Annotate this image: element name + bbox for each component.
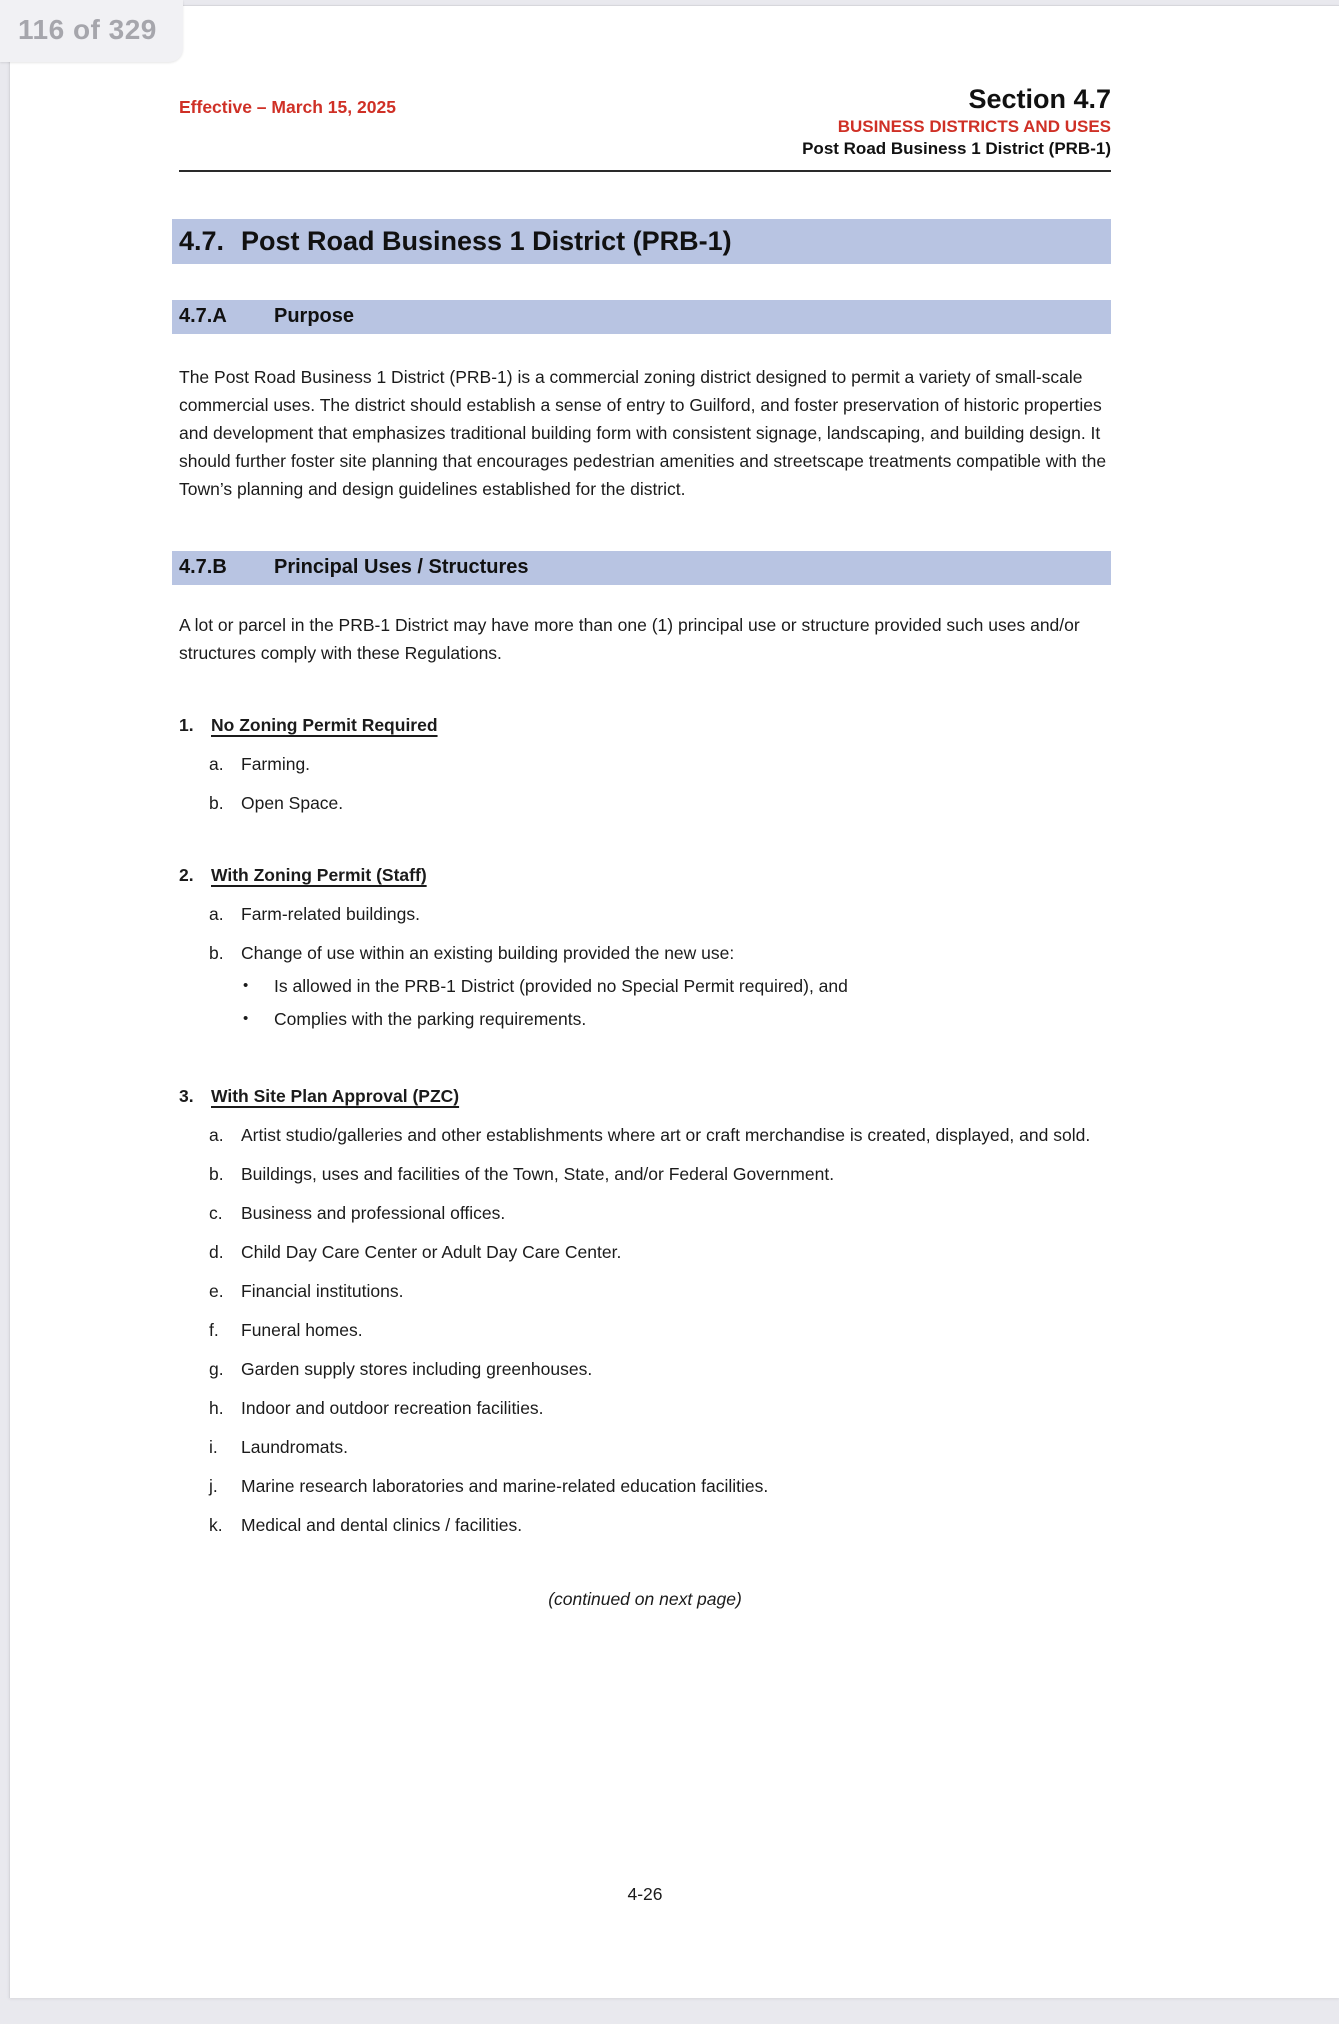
bullet-icon: • xyxy=(243,977,249,994)
item-text: Open Space. xyxy=(241,793,344,813)
item-text: Child Day Care Center or Adult Day Care Center. xyxy=(241,1242,622,1262)
item-text-line: Change of use within an existing building provided the new use: xyxy=(241,943,735,963)
continued-note: (continued on next page) xyxy=(548,1589,742,1609)
item-text: Business and professional offices. xyxy=(241,1203,506,1223)
item-letter: a. xyxy=(209,1125,224,1145)
item-text: Indoor and outdoor recreation facilities. xyxy=(241,1398,544,1418)
effective-date: Effective – March 15, 2025 xyxy=(179,97,396,117)
bullet-text: Is allowed in the PRB-1 District (provided no Special Permit required), and xyxy=(274,976,848,996)
list-item xyxy=(209,789,1111,817)
purpose-heading-number: 4.7.A xyxy=(179,305,227,327)
list-item xyxy=(209,1394,1111,1422)
list-item xyxy=(209,1199,1111,1227)
bullet-item xyxy=(243,972,1111,1000)
list-item xyxy=(209,1433,1111,1461)
list-item xyxy=(209,1238,1111,1266)
item-letter: b. xyxy=(209,793,224,813)
group-title: No Zoning Permit Required xyxy=(211,715,438,735)
use-group-3 xyxy=(179,1082,1111,1539)
section-number: Section 4.7 xyxy=(968,84,1111,114)
item-letter: j. xyxy=(209,1476,218,1496)
item-letter: a. xyxy=(209,904,224,924)
list-item xyxy=(209,1277,1111,1305)
section-title-text: Post Road Business 1 District (PRB-1) xyxy=(241,226,732,256)
item-text: Garden supply stores including greenhouses. xyxy=(241,1359,593,1379)
group-title: With Zoning Permit (Staff) xyxy=(211,865,427,885)
principal-intro-paragraph: A lot or parcel in the PRB-1 District may have more than one (1) principal use or structure provided such uses and/or structures comply with these Regulations. xyxy=(179,615,1080,663)
item-letter: a. xyxy=(209,754,224,774)
item-text: Funeral homes. xyxy=(241,1320,363,1340)
principal-heading-label: Principal Uses / Structures xyxy=(274,556,529,578)
chapter-title: BUSINESS DISTRICTS AND USES xyxy=(837,117,1111,136)
group-number: 1. xyxy=(179,715,194,735)
principal-heading-bar xyxy=(172,551,1111,585)
bullet-icon: • xyxy=(243,1010,249,1027)
page-number: 4-26 xyxy=(627,1884,663,1904)
item-text: Marine research laboratories and marine-related education facilities. xyxy=(241,1476,769,1496)
list-item xyxy=(209,1472,1111,1500)
group-heading xyxy=(179,711,1111,739)
purpose-heading-bar xyxy=(172,300,1111,334)
item-text: Medical and dental clinics / facilities. xyxy=(241,1515,523,1535)
item-letter: e. xyxy=(209,1281,224,1301)
list-item xyxy=(209,1316,1111,1344)
item-letter: h. xyxy=(209,1398,224,1418)
list-item xyxy=(209,1121,1111,1149)
item-text: Artist studio/galleries and other establishments where art or craft merchandise is created, displayed, and sold. xyxy=(241,1125,1091,1145)
group-number: 2. xyxy=(179,865,194,885)
bullet-item xyxy=(243,1005,1111,1033)
header-right-block xyxy=(802,84,1111,160)
group-title: With Site Plan Approval (PZC) xyxy=(211,1086,460,1106)
item-text: Financial institutions. xyxy=(241,1281,404,1301)
list-item xyxy=(209,900,1111,928)
district-title: Post Road Business 1 District (PRB-1) xyxy=(802,139,1111,158)
group-heading xyxy=(179,1082,1111,1110)
item-text: Laundromats. xyxy=(241,1437,349,1457)
item-text: Buildings, uses and facilities of the Town, State, and/or Federal Government. xyxy=(241,1164,835,1184)
item-letter: g. xyxy=(209,1359,224,1379)
item-letter: b. xyxy=(209,1164,224,1184)
list-item xyxy=(209,1511,1111,1539)
group-number: 3. xyxy=(179,1086,194,1106)
purpose-paragraph: The Post Road Business 1 District (PRB-1) is a commercial zoning district designed to permit a variety of small-scale commercial uses. The district should establish a sense of entry to Guilford, and foster preservation of historic properties and development that emphasizes traditional building form with consistent signage, landscaping, and building design. It should further foster site planning that encourages pedestrian amenities and streetscape treatments compatible with the Town’s planning and design guidelines established for the district. xyxy=(179,367,1107,499)
list-item xyxy=(209,1160,1111,1188)
running-header xyxy=(179,6,1111,172)
item-letter: c. xyxy=(209,1203,223,1223)
item-text: Farm-related buildings. xyxy=(241,904,420,924)
item-bullets xyxy=(243,972,1111,1033)
page-content xyxy=(179,6,1111,1998)
list-item xyxy=(209,939,1111,1038)
use-group-1 xyxy=(179,711,1111,817)
item-text: Farming. xyxy=(241,754,311,774)
group-heading xyxy=(179,861,1111,889)
viewer-page-indicator: 116 of 329 xyxy=(0,0,183,62)
item-letter: f. xyxy=(209,1320,219,1340)
bullet-text: Complies with the parking requirements. xyxy=(274,1009,587,1029)
list-item xyxy=(209,1355,1111,1383)
item-letter: b. xyxy=(209,943,224,963)
list-item xyxy=(209,750,1111,778)
item-text xyxy=(241,939,1111,1038)
principal-heading-number: 4.7.B xyxy=(179,556,227,578)
item-letter: k. xyxy=(209,1515,223,1535)
document-page xyxy=(9,5,1339,1998)
item-letter: d. xyxy=(209,1242,224,1262)
use-group-2 xyxy=(179,861,1111,1038)
section-title-bar xyxy=(172,219,1111,264)
item-letter: i. xyxy=(209,1437,218,1457)
section-title-number: 4.7. xyxy=(179,226,225,256)
purpose-heading-label: Purpose xyxy=(274,305,355,327)
